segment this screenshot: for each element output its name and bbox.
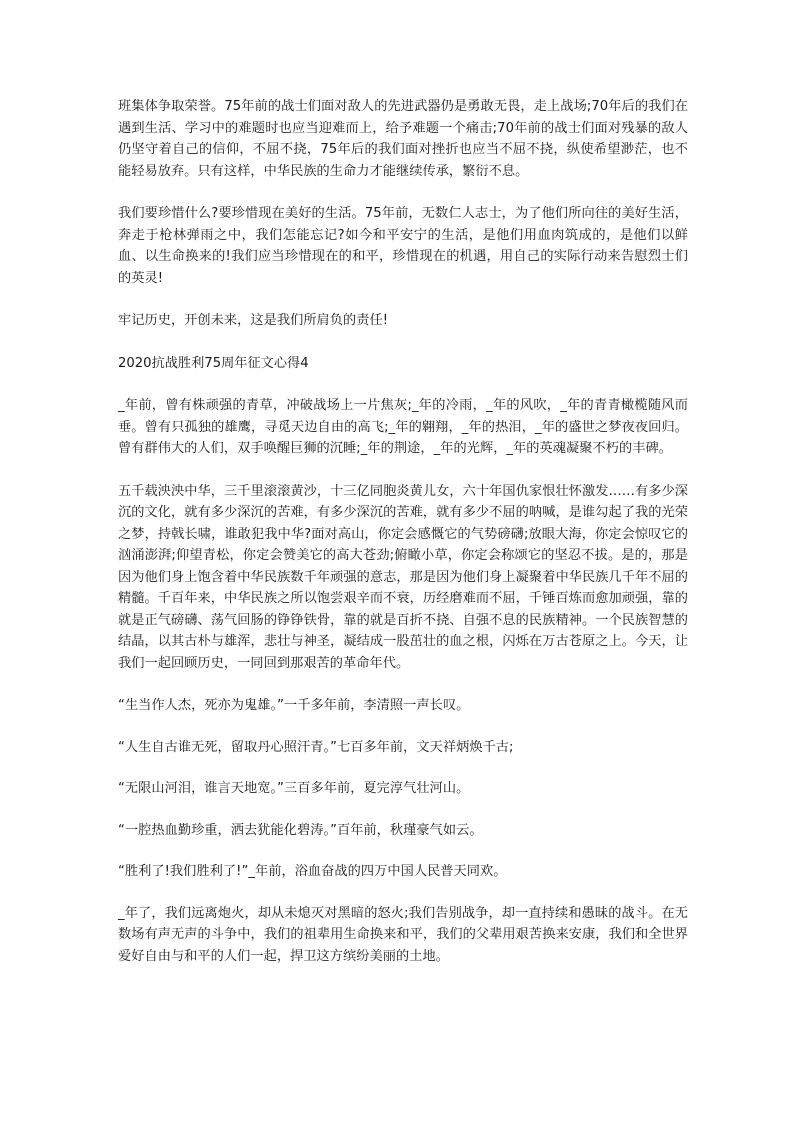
document-page [118,96,688,988]
paragraph-cherish: 我们要珍惜什么?要珍惜现在美好的生活。75年前，无数仁人志士，为了他们所向往的美好生活，奔走于枪林弹雨之中，我们怎能忘记?如今和平安宁的生活，是他们用血肉筑成的，是他们以鲜血、以生命换来的!我们应当珍惜现在的和平，珍惜现在的机遇，用自己的实际行动来告慰烈士们的英灵! [118,206,688,286]
section-title: 2020抗战胜利75周年征文心得4 [118,355,309,371]
quote-wen-tianxiang: “人生自古谁无死，留取丹心照汗青。”七百多年前，文天祥炳焕千古; [118,739,514,755]
paragraph-honor: 班集体争取荣誉。75年前的战士们面对敌人的先进武器仍是勇敢无畏，走上战场;70年后的我们在遇到生活、学习中的难题时也应当迎难而上，给予难题一个痛击;70年前的战士们面对残暴的敌人仍坚守着自己的信仰，不屈不挠，75年后的我们面对挫折也应当不屈不挠，纵使希望渺茫，也不能轻易放弃。只有这样，中华民族的生命力才能继续传承，繁衍不息。 [118,99,688,179]
paragraph-peace: _年了，我们远离炮火，却从未熄灭对黑暗的怒火;我们告别战争，却一直持续和愚昧的战斗。在无数场有声无声的斗争中，我们的祖辈用生命换来和平，我们的父辈用艰苦换来安康，我们和全世界爱好自由与和平的人们一起，捍卫这方缤纷美丽的土地。 [118,905,688,964]
paragraph-grass-eagle: _年前，曾有株顽强的青草，冲破战场上一片焦灰;_年的冷雨，_年的风吹，_年的青青橄榄随风而垂。曾有只孤独的雄鹰，寻觅天边自由的高飞;_年的翱翔，_年的热泪，_年的盛世之梦夜夜回归。曾有群伟大的人们，双手唤醒巨狮的沉睡;_年的荆途，_年的光辉，_年的英魂凝聚不朽的丰碑。 [118,398,688,456]
quote-victory: “胜利了!我们胜利了!”_年前，浴血奋战的四万中国人民普天同欢。 [118,864,507,879]
quote-qiu-jin: “一腔热血勤珍重，洒去犹能化碧涛。”百年前，秋瑾豪气如云。 [118,822,483,838]
quote-li-qingzhao: “生当作人杰，死亦为鬼雄。”一千多年前，李清照一声长叹。 [118,698,470,713]
paragraph-remember-history: 牢记历史，开创未来，这是我们所肩负的责任! [118,313,389,328]
quote-xia-wanchun: “无限山河泪，谁言天地宽。”三百多年前，夏完淳气壮河山。 [118,781,470,796]
paragraph-five-thousand-years: 五千载泱泱中华，三千里滚滚黄沙，十三亿同胞炎黄儿女，六十年国仇家恨壮怀激发……有多少深沉的文化，就有多少深沉的苦难，有多少深沉的苦难，就有多少不屈的呐喊，是谁勾起了我的光荣之梦，持戟长啸，谁敢犯我中华?面对高山，你定会感慨它的气势磅礴;放眼大海，你定会惊叹它的汹涌澎湃;仰望青松，你定会赞美它的高大苍劲;俯瞰小草，你定会称颂它的坚忍不拔。是的，那是因为他们身上饱含着中华民族数千年顽强的意志，那是因为他们身上凝聚着中华民族几千年不屈的精髓。千百年来，中华民族之所以饱尝艰辛而不衰，历经磨难而不屈，千锤百炼而愈加顽强，靠的就是正气磅礴、荡气回肠的铮铮铁骨，靠的就是百折不挠、自强不息的民族精神。一个民族智慧的结晶，以其古朴与雄浑，悲壮与神圣，凝结成一股茁壮的血之根，闪烁在万古苍原之上。今天，让我们一起回顾历史，一同回到那艰苦的革命年代。 [118,483,688,671]
